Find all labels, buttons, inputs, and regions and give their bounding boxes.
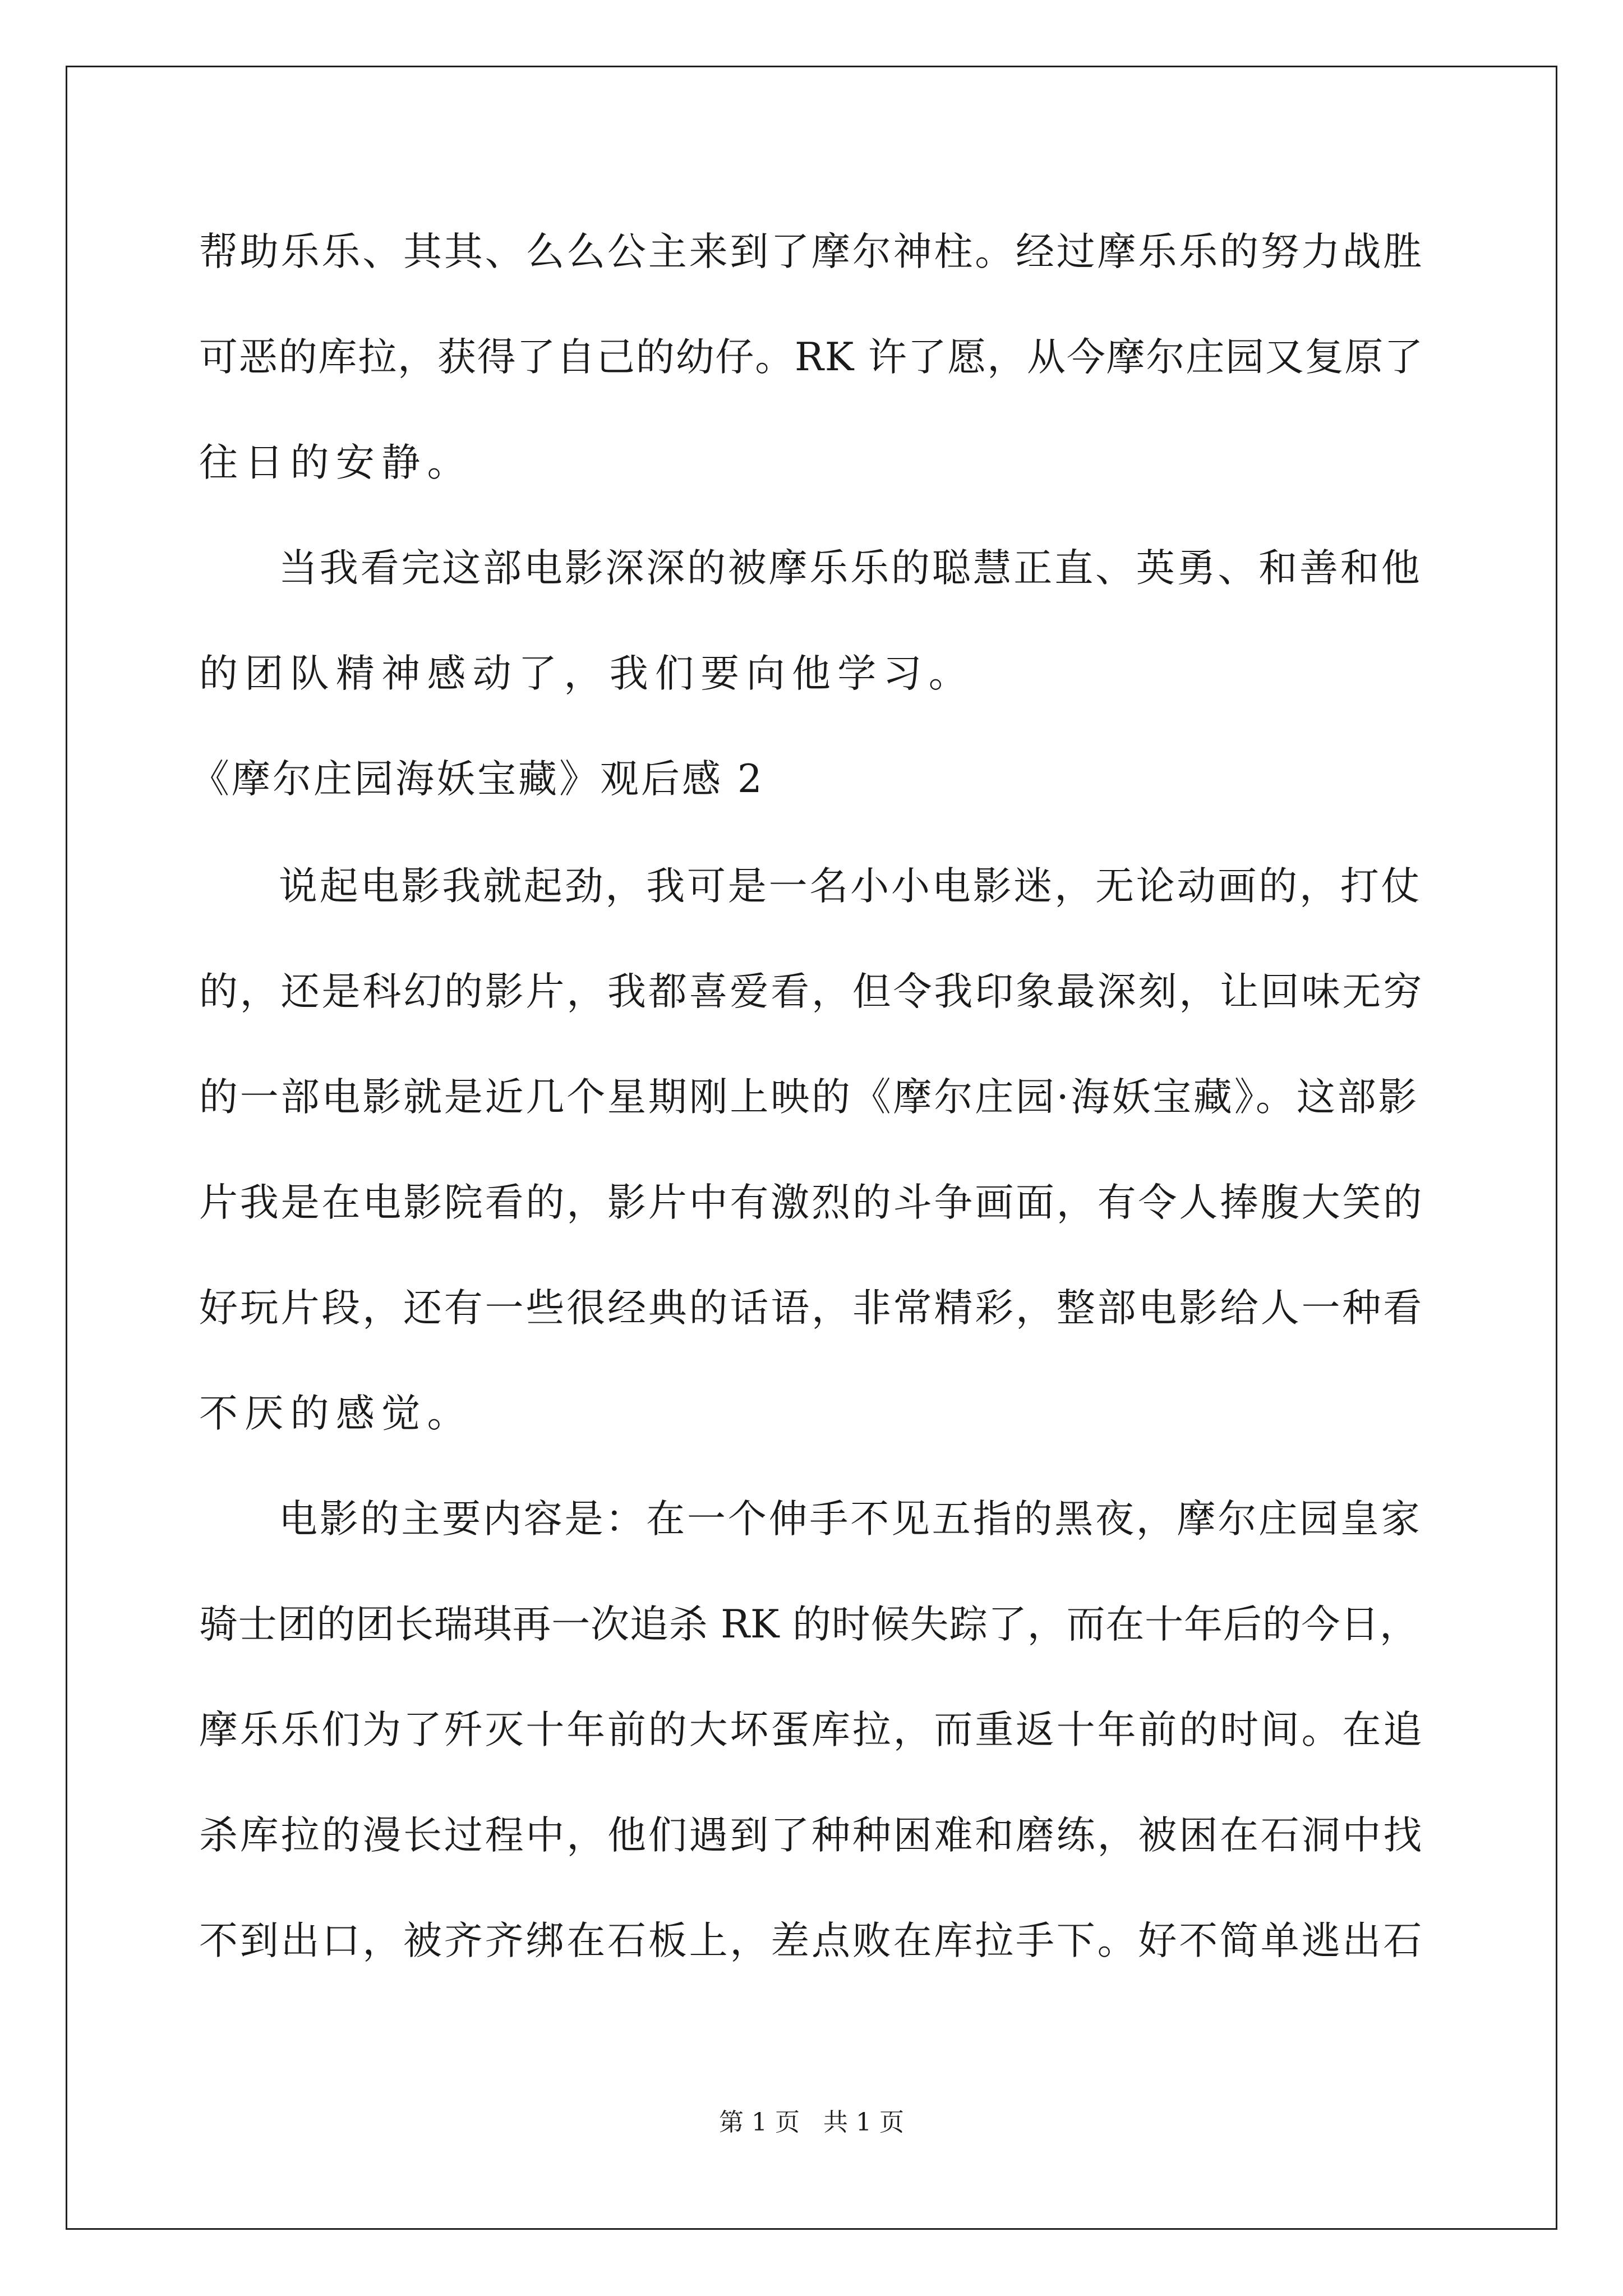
paragraph-line: 说起电影我就起劲，我可是一名小小电影迷，无论动画的，打仗 [279,864,1422,909]
paragraph-line: 不到出口，被齐齐绑在石板上，差点败在库拉手下。好不简单逃出石 [199,1918,1424,1963]
page-footer: 第 1 页 共 1 页 [719,2108,904,2137]
paragraph-line: 片我是在电影院看的，影片中有激烈的斗争画面，有令人捧腹大笑的 [199,1180,1424,1225]
paragraph-line: 不厌的感觉。 [199,1391,473,1436]
paragraph-line: 可恶的库拉，获得了自己的幼仔。RK 许了愿，从今摩尔庄园又复原了 [199,335,1424,380]
paragraph-line: 的一部电影就是近几个星期刚上映的《摩尔庄园·海妖宝藏》。这部影 [199,1075,1419,1120]
paragraph-line: 往日的安静。 [199,440,473,485]
section-heading: 《摩尔庄园海妖宝藏》观后感 2 [191,757,764,802]
paragraph-line: 当我看完这部电影深深的被摩乐乐的聪慧正直、英勇、和善和他 [279,546,1422,591]
paragraph-line: 帮助乐乐、其其、么么公主来到了摩尔神柱。经过摩乐乐的努力战胜 [199,229,1424,274]
paragraph-line: 好玩片段，还有一些很经典的话语，非常精彩，整部电影给人一种看 [199,1286,1424,1331]
paragraph-line: 的，还是科幻的影片，我都喜爱看，但令我印象最深刻，让回味无穷 [199,969,1424,1014]
paragraph-line: 的团队精神感动了，我们要向他学习。 [199,651,975,696]
paragraph-line: 电影的主要内容是：在一个伸手不见五指的黑夜，摩尔庄园皇家 [279,1497,1422,1542]
page-border [66,66,1557,2230]
paragraph-line: 杀库拉的漫长过程中，他们遇到了种种困难和磨练，被困在石洞中找 [199,1813,1424,1858]
paragraph-line: 骑士团的团长瑞琪再一次追杀 RK 的时候失踪了，而在十年后的今日， [199,1602,1419,1647]
paragraph-line: 摩乐乐们为了歼灭十年前的大坏蛋库拉，而重返十年前的时间。在追 [199,1708,1424,1752]
